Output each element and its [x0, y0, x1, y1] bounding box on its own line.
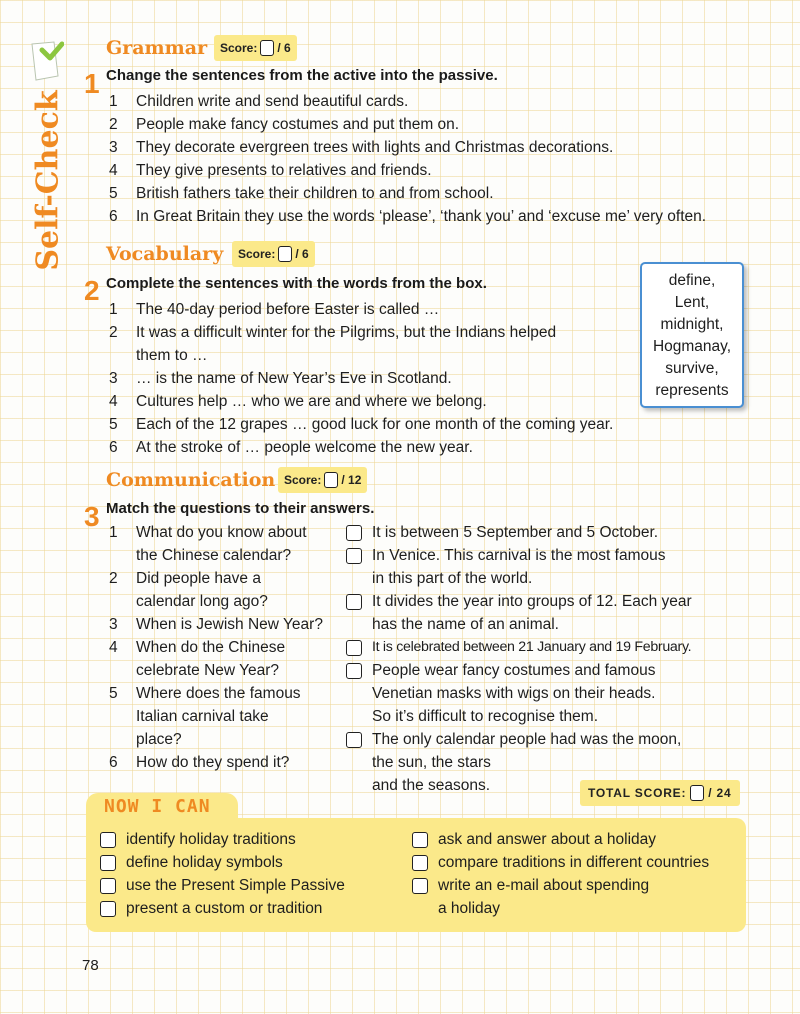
item-text: At the stroke of … people welcome the new year.: [136, 439, 473, 456]
answer-checkbox[interactable]: [346, 548, 362, 564]
skill-checkbox[interactable]: [100, 832, 116, 848]
vocabulary-instruction: Complete the sentences with the words from the box.: [106, 275, 487, 292]
item-text: them to …: [136, 347, 208, 364]
item-text: Each of the 12 grapes … good luck for one month of the coming year.: [136, 416, 614, 433]
skill-text: compare traditions in different countries: [438, 854, 710, 871]
skill-text: use the Present Simple Passive: [126, 877, 345, 894]
skill-checkbox[interactable]: [412, 832, 428, 848]
question-text: How do they spend it?: [136, 754, 290, 771]
item-number: 6: [109, 208, 118, 225]
item-text: Cultures help … who we are and where we belong.: [136, 393, 487, 410]
total-score: TOTAL SCORE: / 24: [580, 780, 740, 806]
skill-text: a holiday: [438, 900, 501, 917]
score-box[interactable]: [260, 40, 274, 56]
answer-text: It divides the year into groups of 12. Each year: [372, 593, 692, 610]
item-text: They decorate evergreen trees with lights and Christmas decorations.: [136, 139, 614, 156]
word-box-word: midnight,: [660, 316, 724, 333]
answer-text: The only calendar people had was the moon,: [372, 731, 682, 748]
question-text: place?: [136, 731, 182, 748]
item-number: 5: [109, 185, 118, 202]
question-number: 6: [109, 754, 118, 771]
question-number: 1: [109, 524, 118, 541]
page-number: 78: [82, 957, 99, 974]
answer-text: the sun, the stars: [372, 754, 491, 771]
word-box: [640, 262, 744, 408]
word-box-word: Hogmanay,: [652, 338, 732, 355]
answer-text: and the seasons.: [372, 777, 491, 794]
answer-checkbox[interactable]: [346, 663, 362, 679]
item-text: They give presents to relatives and friends.: [136, 162, 432, 179]
answer-text: People wear fancy costumes and famous: [372, 662, 656, 679]
item-number: 2: [109, 116, 118, 133]
question-text: calendar long ago?: [136, 593, 268, 610]
skill-text: present a custom or tradition: [126, 900, 323, 917]
vocabulary-title: Vocabulary: [106, 243, 224, 265]
exercise-number: 2: [84, 275, 100, 306]
grammar-instruction: Change the sentences from the active into the passive.: [106, 67, 498, 84]
word-box-word: define,: [668, 272, 716, 289]
question-text: Where does the famous: [136, 685, 301, 702]
skill-checkbox[interactable]: [100, 878, 116, 894]
grammar-score: Score: / 6: [214, 35, 297, 61]
communication-title: Communication: [106, 469, 276, 491]
answer-checkbox[interactable]: [346, 640, 362, 656]
question-text: What do you know about: [136, 524, 307, 541]
item-number: 6: [109, 439, 118, 456]
word-box-word: represents: [655, 382, 729, 399]
grammar-title: Grammar: [106, 37, 208, 59]
answer-text: In Venice. This carnival is the most famous: [372, 547, 666, 564]
answer-checkbox[interactable]: [346, 525, 362, 541]
skill-text: define holiday symbols: [126, 854, 283, 871]
answer-text: So it’s difficult to recognise them.: [372, 708, 599, 725]
skill-checkbox[interactable]: [100, 855, 116, 871]
item-text: … is the name of New Year’s Eve in Scotland.: [136, 370, 452, 387]
skill-text: identify holiday traditions: [126, 831, 296, 848]
self-check-label: Self-Check: [30, 89, 66, 271]
item-number: 1: [109, 301, 118, 318]
item-number: 1: [109, 93, 118, 110]
item-text: People make fancy costumes and put them on.: [136, 116, 460, 133]
item-text: The 40-day period before Easter is called …: [136, 301, 440, 318]
answer-text: has the name of an animal.: [372, 616, 559, 633]
skill-checkbox[interactable]: [100, 901, 116, 917]
exercise-number: 1: [84, 68, 100, 99]
item-number: 4: [109, 162, 118, 179]
item-text: Children write and send beautiful cards.: [136, 93, 409, 110]
item-number: 4: [109, 393, 118, 410]
answer-checkbox[interactable]: [346, 594, 362, 610]
answer-checkbox[interactable]: [346, 732, 362, 748]
score-box[interactable]: [690, 785, 704, 801]
question-text: When is Jewish New Year?: [136, 616, 323, 633]
score-box[interactable]: [324, 472, 338, 488]
item-number: 5: [109, 416, 118, 433]
item-text: In Great Britain they use the words ‘please’, ‘thank you’ and ‘excuse me’ very often.: [136, 208, 707, 225]
communication-instruction: Match the questions to their answers.: [106, 500, 375, 517]
skill-checkbox[interactable]: [412, 878, 428, 894]
item-text: British fathers take their children to and from school.: [136, 185, 494, 202]
question-text: Italian carnival take: [136, 708, 269, 725]
vocabulary-score: Score: / 6: [232, 241, 315, 267]
now-i-can-title: NOW I CAN: [104, 796, 211, 817]
question-number: 2: [109, 570, 118, 587]
item-text: It was a difficult winter for the Pilgrims, but the Indians helped: [136, 324, 557, 341]
word-box-word: survive,: [665, 360, 719, 377]
skill-checkbox[interactable]: [412, 855, 428, 871]
exercise-number: 3: [84, 501, 100, 532]
skill-text: write an e-mail about spending: [438, 877, 650, 894]
answer-text: in this part of the world.: [372, 570, 533, 587]
question-text: the Chinese calendar?: [136, 547, 292, 564]
word-box-word: Lent,: [674, 294, 710, 311]
answer-text: It is celebrated between 21 January and 19 February.: [372, 639, 692, 655]
question-number: 4: [109, 639, 118, 656]
question-text: When do the Chinese: [136, 639, 286, 656]
score-box[interactable]: [278, 246, 292, 262]
communication-score: Score: / 12: [278, 467, 367, 493]
question-number: 5: [109, 685, 118, 702]
question-text: Did people have a: [136, 570, 261, 587]
item-number: 2: [109, 324, 118, 341]
item-number: 3: [109, 139, 118, 156]
question-number: 3: [109, 616, 118, 633]
skill-text: ask and answer about a holiday: [438, 831, 657, 848]
page-tab-icon: [28, 40, 64, 84]
question-text: celebrate New Year?: [136, 662, 280, 679]
answer-text: It is between 5 September and 5 October.: [372, 524, 659, 541]
item-number: 3: [109, 370, 118, 387]
answer-text: Venetian masks with wigs on their heads.: [372, 685, 656, 702]
